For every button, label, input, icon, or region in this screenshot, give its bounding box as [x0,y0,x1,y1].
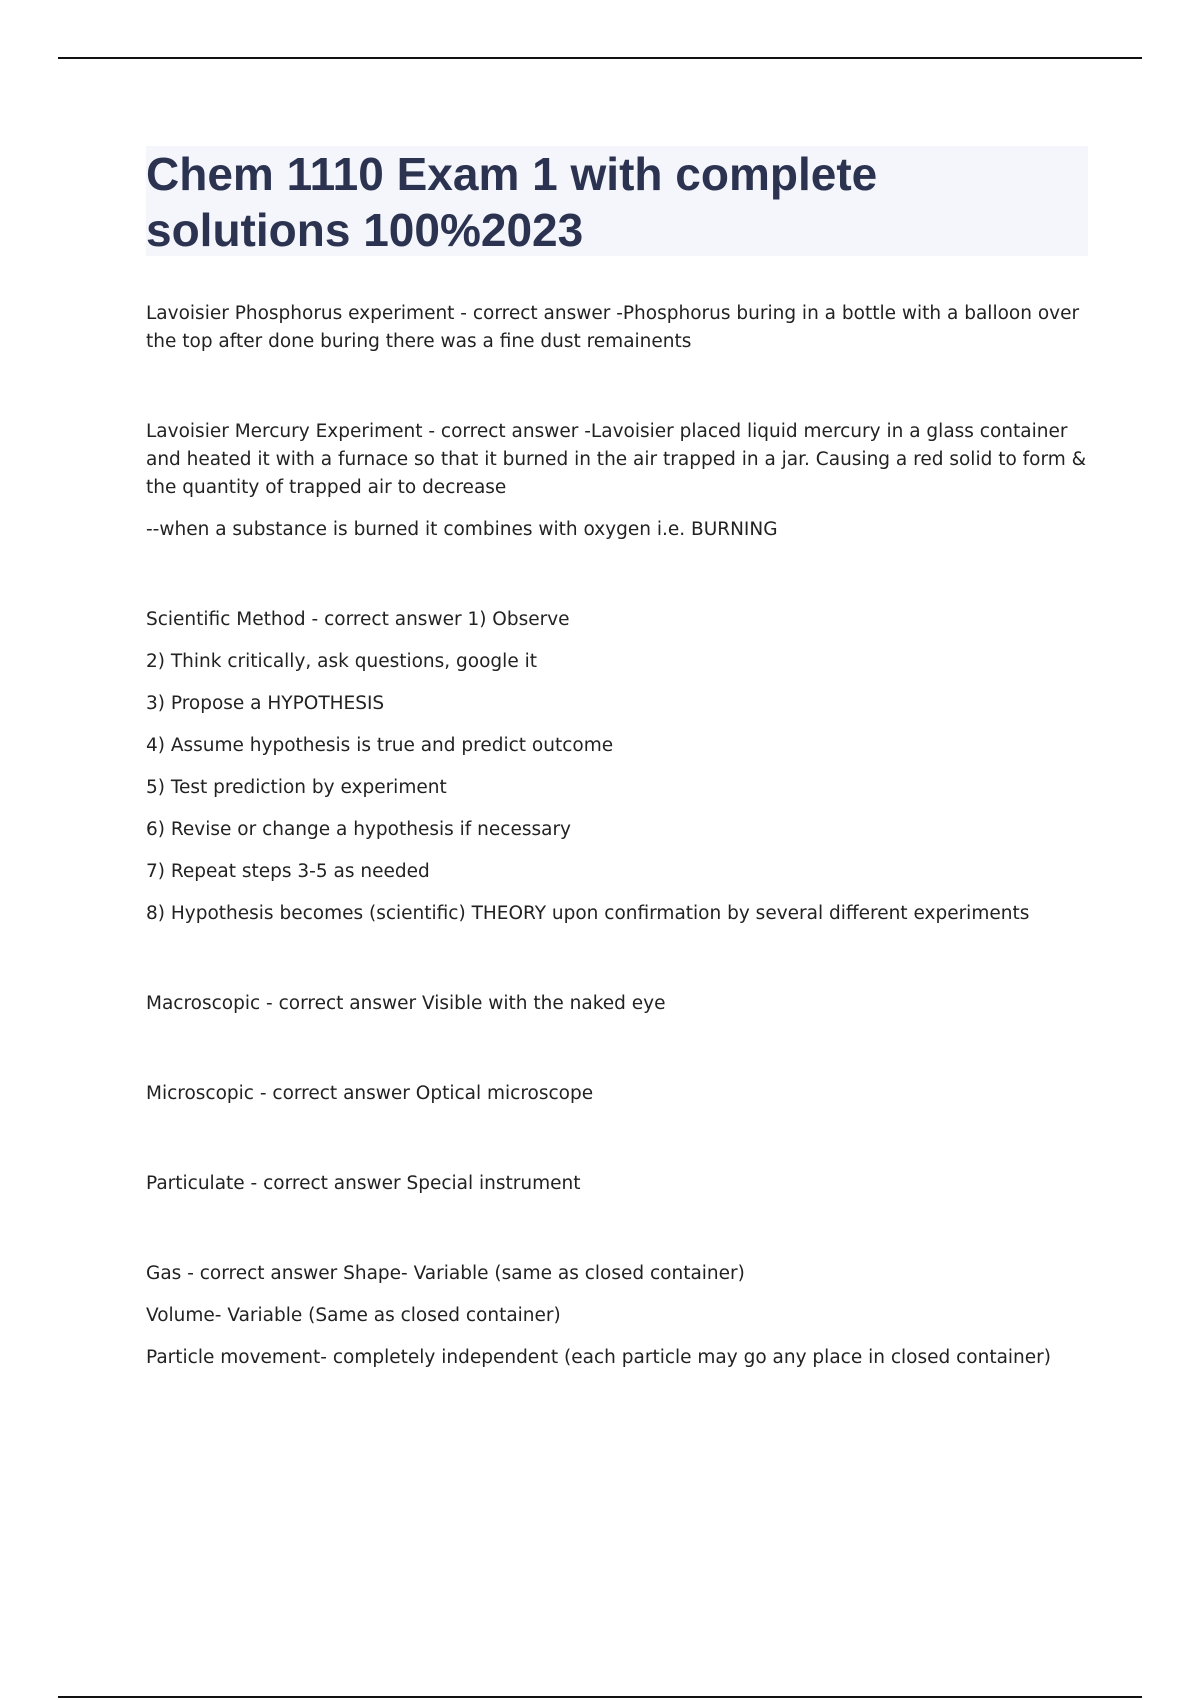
entry-macroscopic [146,990,1096,1018]
footer-rule [58,1696,1142,1698]
entry-scientific-method [146,606,1096,928]
entry-text: Particulate - correct answer Special instrument [146,1173,581,1194]
title-banner [146,146,1088,256]
entry-text: Volume- Variable (Same as closed container) [146,1305,561,1326]
entry-text: Scientific Method - correct answer 1) Observe [146,609,570,630]
page-title [146,146,1088,258]
entry-particulate [146,1170,1096,1198]
entry-text: 8) Hypothesis becomes (scientific) THEORY upon confirmation by several different experiments [146,903,1030,924]
entry-text: --when a substance is burned it combines with oxygen i.e. BURNING [146,519,778,540]
entry-text: Particle movement- completely independent (each particle may go any place in closed container) [146,1347,1051,1368]
entry-microscopic [146,1080,1096,1108]
entry-text: 6) Revise or change a hypothesis if necessary [146,819,572,840]
entry-gas [146,1260,1096,1372]
entry-text: 7) Repeat steps 3-5 as needed [146,861,430,882]
title-line-2: solutions 100%2023 [146,204,584,256]
entry-phosphorus [146,300,1096,356]
entry-mercury [146,418,1096,544]
document-body [146,300,1096,1390]
title-line-1: Chem 1110 Exam 1 with complete [146,148,878,200]
entry-text: 2) Think critically, ask questions, google it [146,651,537,672]
entry-text: 3) Propose a HYPOTHESIS [146,693,385,714]
entry-text: Lavoisier Mercury Experiment - correct answer -Lavoisier placed liquid mercury in a glass container and heated it with a furnace so that it burned in the air trapped in a jar. Causing a red solid to form & the quantity of trapped air to decrease [146,421,1087,498]
entry-text: Microscopic - correct answer Optical microscope [146,1083,594,1104]
header-rule [58,57,1142,59]
entry-text: Lavoisier Phosphorus experiment - correct answer -Phosphorus buring in a bottle with a balloon over the top after done buring there was a fine dust remainents [146,303,1080,352]
entry-text: 5) Test prediction by experiment [146,777,447,798]
entry-text: 4) Assume hypothesis is true and predict outcome [146,735,614,756]
entry-text: Macroscopic - correct answer Visible with the naked eye [146,993,666,1014]
entry-text: Gas - correct answer Shape- Variable (same as closed container) [146,1263,745,1284]
